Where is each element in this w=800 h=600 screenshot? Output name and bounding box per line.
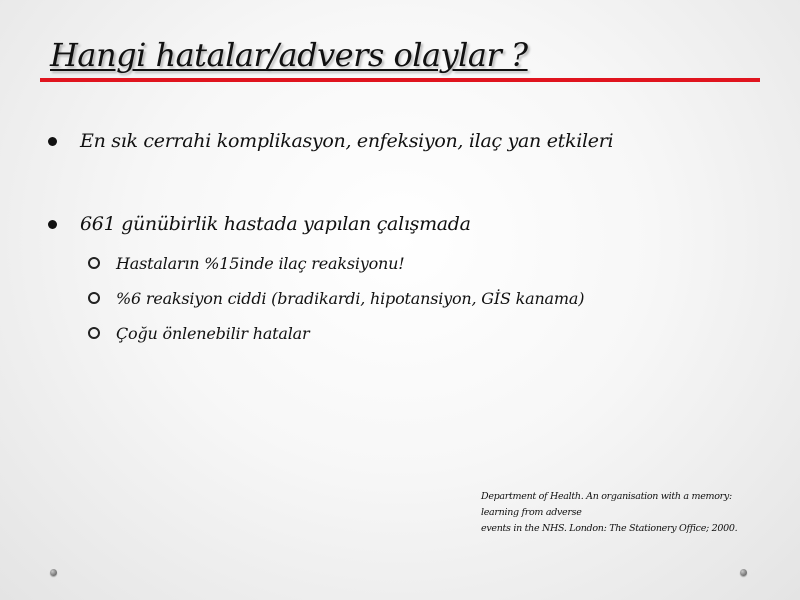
citation-line: learning from adverse: [481, 507, 582, 518]
sub-bullet-ring-icon: [88, 327, 100, 339]
bullet-dot-icon: [48, 137, 57, 146]
bullet-text: En sık cerrahi komplikasyon, enfeksiyon, ilaç yan etkileri: [80, 130, 614, 152]
citation-line: Department of Health. An organisation with a memory:: [481, 491, 732, 502]
corner-dot-left-icon: [50, 569, 57, 576]
title-underline-rule: [40, 78, 760, 82]
sub-bullet-ring-icon: [88, 257, 100, 269]
slide-title: Hangi hatalar/advers olaylar ?: [50, 36, 528, 74]
sub-bullet-text: Çoğu önlenebilir hatalar: [116, 324, 310, 343]
citation-line: events in the NHS. London: The Stationery Office; 2000.: [481, 523, 738, 534]
citation-reference: [481, 489, 781, 537]
corner-dot-right-icon: [740, 569, 747, 576]
sub-bullet-ring-icon: [88, 292, 100, 304]
sub-bullet-text: Hastaların %15inde ilaç reaksiyonu!: [116, 254, 405, 273]
bullet-dot-icon: [48, 220, 57, 229]
sub-bullet-text: %6 reaksiyon ciddi (bradikardi, hipotansiyon, GİS kanama): [116, 289, 585, 308]
bullet-text: 661 günübirlik hastada yapılan çalışmada: [80, 213, 471, 235]
